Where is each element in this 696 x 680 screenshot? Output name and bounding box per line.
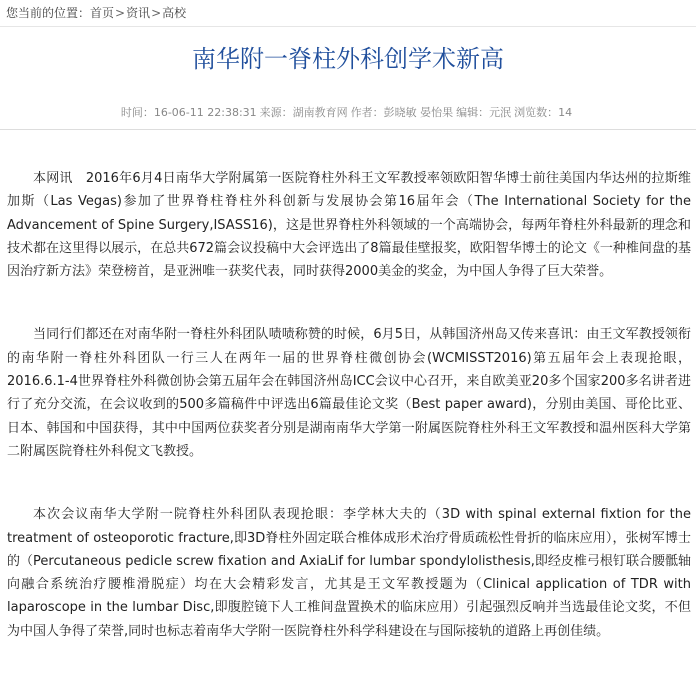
meta-editor: 编辑：元泯 <box>456 106 512 119</box>
breadcrumb <box>6 4 186 22</box>
meta-time: 时间：16-06-11 22:38:31 <box>120 106 257 119</box>
article-meta <box>0 105 696 121</box>
breadcrumb-separator: > <box>115 6 126 20</box>
meta-source: 来源：湖南教育网 <box>259 106 348 119</box>
article-paragraph-2: 当同行们都还在对南华附一脊柱外科团队啧啧称赞的时候，6月5日，从韩国济州岛又传来喜讯：由王文军教授领衔的南华附一脊柱外科团队一行三人在两年一届的世界脊柱微创协会(WCMISST2016)第五届年会上表现抢眼，2016.6.1-4世界脊柱外科微创协会第五届年会在韩国济州岛ICC会议中心召开，来自欧美亚20多个国家200多名讲者进行了充分交流，在会议收到的500多篇稿件中评选出6篇最佳论文奖（Best paper award)，分别由美国、哥伦比亚、日本、韩国和中国获得，其中中国两位获奖者分别是湖南南华大学第一附属医院脊柱外科王文军教授和温州医科大学第二附属医院脊柱外科倪文飞教授。 <box>7 327 691 459</box>
article-title: 南华附一脊柱外科创学术新高 <box>192 45 504 73</box>
breadcrumb-link-news[interactable]: 资讯 <box>126 6 151 20</box>
breadcrumb-prefix: 您当前的位置： <box>6 6 91 20</box>
meta-author: 作者：彭晓敏 晏怡果 <box>350 106 454 119</box>
article-paragraph-3: 本次会议南华大学附一院脊柱外科团队表现抢眼：李学林大夫的（3D with spinal external fixtion for the treatment of osteoporotic fracture,即3D脊柱外固定联合椎体成形术治疗骨质疏松性骨折的临床应用），张树军博士的（Percutaneous pedicle screw fixation and AxiaLif for lumbar spondylolisthesis,即经皮椎弓根钉联合腰骶轴向融合系统治疗腰椎滑脱症）均在大会精彩发言，尤其是王文军教授题为（Clinical application of TDR with laparoscope in the lumbar Disc,即腹腔镜下人工椎间盘置换术的临床应用）引起强烈反响并当选最佳论文奖，不但为中国人争得了荣誉,同时也标志着南华大学附一医院脊柱外科学科建设在与国际接轨的道路上再创佳绩。 <box>7 507 691 639</box>
meta-views: 浏览数：14 <box>514 106 573 119</box>
breadcrumb-link-universities[interactable]: 高校 <box>162 6 187 20</box>
article-body <box>7 167 691 643</box>
meta-divider <box>0 129 696 130</box>
article-paragraph-1: 本网讯 2016年6月4日南华大学附属第一医院脊柱外科王文军教授率领欧阳智华博士前往美国内华达州的拉斯维加斯（Las Vegas)参加了世界脊柱脊柱外科创新与发展协会第16届年会（The International Society for the Advancement of Spine Surgery,ISASS16)，这是世界脊柱外科领域的一个高端协会，每两年脊柱外科最新的理念和技术都在这里得以展示，在总共672篇会议投稿中大会评选出了8篇最佳壁报奖，欧阳智华博士的论文《一种椎间盘的基因治疗新方法》荣登榜首，是亚洲唯一获奖代表，同时获得2000美金的奖金，为中国人争得了巨大荣誉。 <box>7 171 691 280</box>
breadcrumb-link-home[interactable]: 首页 <box>90 6 115 20</box>
top-divider <box>0 26 696 27</box>
breadcrumb-separator: > <box>151 6 162 20</box>
